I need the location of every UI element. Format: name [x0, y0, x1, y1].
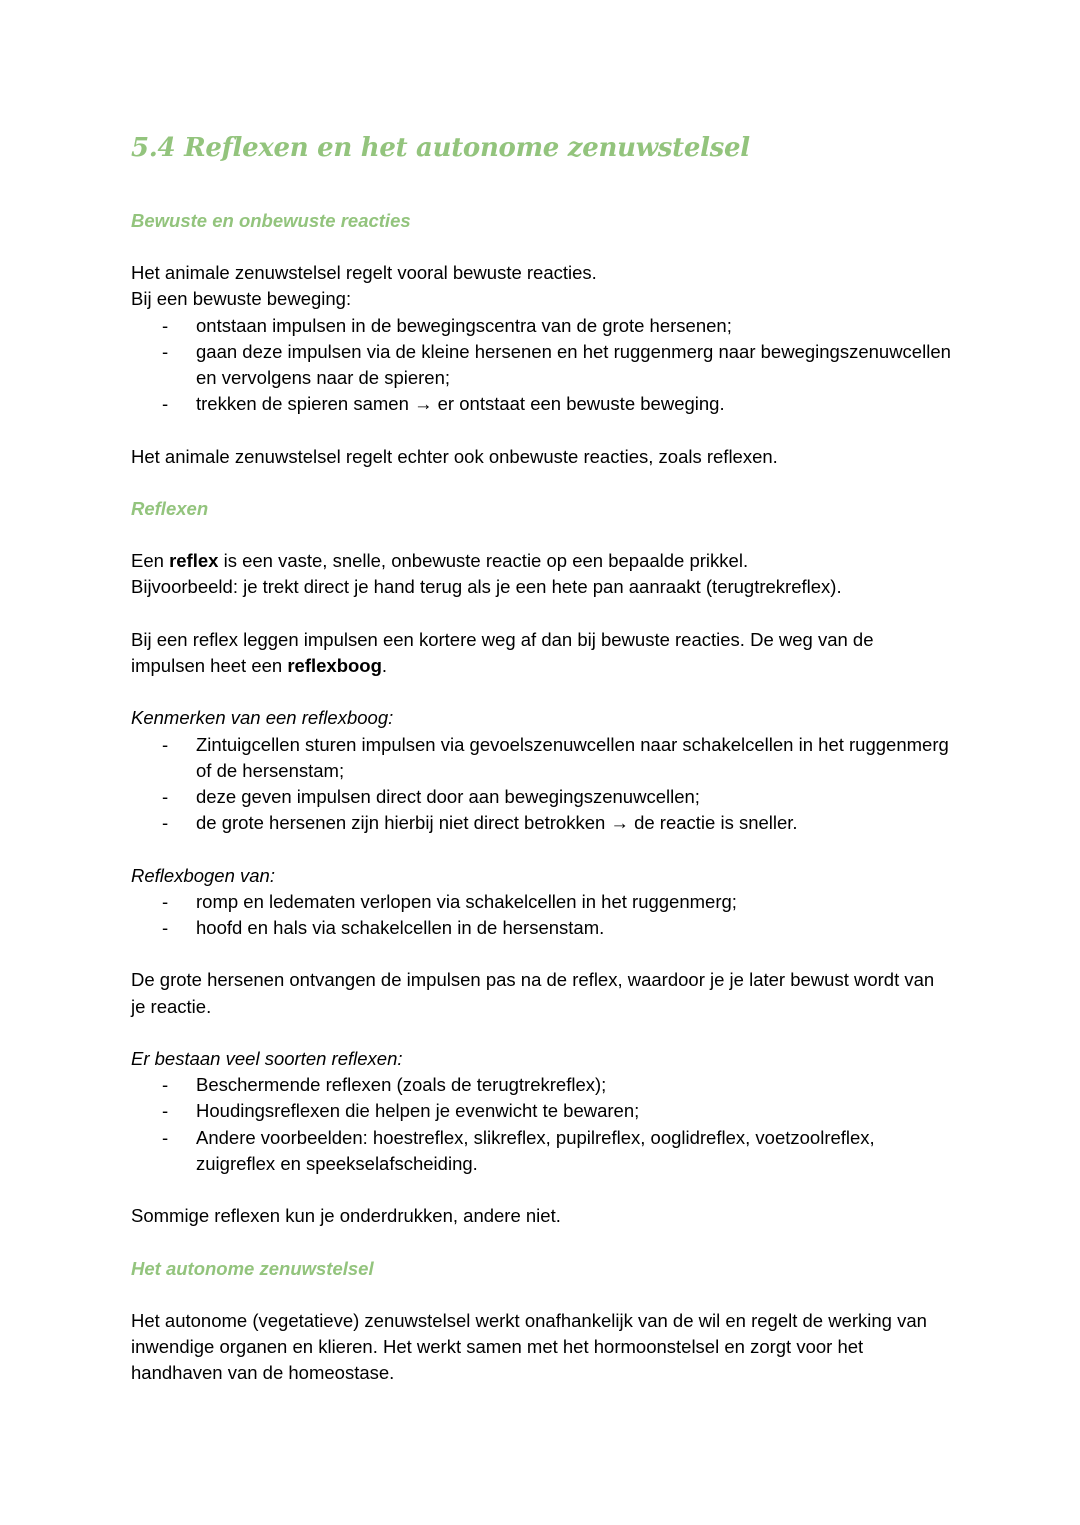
list-item: - hoofd en hals via schakelcellen in de hersenstam. [131, 915, 951, 941]
list-bewuste-beweging [131, 313, 951, 418]
section-heading-autonome: Het autonome zenuwstelsel [131, 1257, 374, 1279]
paragraph-reflex-definition: Een reflex is een vaste, snelle, onbewuste reactie op een bepaalde prikkel. [131, 550, 749, 572]
list-item: - Zintuigcellen sturen impulsen via gevoelszenuwcellen naar schakelcellen in het ruggenmerg of de hersenstam; [131, 732, 951, 784]
list-item: - ontstaan impulsen in de bewegingscentra van de grote hersenen; [131, 313, 951, 339]
paragraph-animale-bewust: Het animale zenuwstelsel regelt vooral bewuste reacties. [131, 262, 597, 284]
list-item: - romp en ledematen verlopen via schakelcellen in het ruggenmerg; [131, 889, 951, 915]
paragraph-onderdrukken: Sommige reflexen kun je onderdrukken, andere niet. [131, 1205, 561, 1227]
paragraph-grote-hersenen: De grote hersenen ontvangen de impulsen pas na de reflex, waardoor je je later bewust wordt van je reactie. [131, 969, 935, 1017]
paragraph-bewuste-beweging: Bij een bewuste beweging: [131, 288, 352, 310]
list-item: - deze geven impulsen direct door aan bewegingszenuwcellen; [131, 784, 951, 810]
paragraph-reflexboog: Bij een reflex leggen impulsen een kortere weg af dan bij bewuste reacties. De weg van de impulsen heet een reflexboog. [131, 628, 874, 676]
page-title: 5.4 Reflexen en het autonome zenuwstelsel [131, 133, 750, 163]
list-item: - trekken de spieren samen → er ontstaat een bewuste beweging. [131, 391, 951, 417]
list-reflexbogen [131, 889, 951, 941]
term-reflexboog: reflexboog [287, 654, 382, 676]
list-soorten [131, 1072, 951, 1177]
paragraph-autonome: Het autonome (vegetatieve) zenuwstelsel werkt onafhankelijk van de wil en regelt de werking van inwendige organen en klieren. Het werkt samen met het hormoonstelsel en zorgt voor het handhaven van de homeostase. [131, 1309, 927, 1384]
list-item: - gaan deze impulsen via de kleine hersenen en het ruggenmerg naar bewegingszenuwcellen en vervolgens naar de spieren; [131, 339, 951, 391]
list-kenmerken [131, 732, 951, 837]
paragraph-reflex-example: Bijvoorbeeld: je trekt direct je hand terug als je een hete pan aanraakt (terugtrekreflex). [131, 576, 842, 598]
term-reflex: reflex [169, 550, 219, 572]
section-heading-reflexen: Reflexen [131, 497, 209, 519]
label-kenmerken: Kenmerken van een reflexboog: [131, 707, 394, 729]
list-item: - Houdingsreflexen die helpen je evenwicht te bewaren; [131, 1098, 951, 1124]
list-item: - de grote hersenen zijn hierbij niet direct betrokken → de reactie is sneller. [131, 810, 951, 836]
document-page [131, 128, 951, 1386]
list-item: - Andere voorbeelden: hoestreflex, slikreflex, pupilreflex, ooglidreflex, voetzoolreflex, zuigreflex en speekselafscheiding. [131, 1125, 951, 1177]
paragraph-onbewust: Het animale zenuwstelsel regelt echter ook onbewuste reacties, zoals reflexen. [131, 445, 778, 467]
list-item: - Beschermende reflexen (zoals de terugtrekreflex); [131, 1072, 951, 1098]
label-soorten: Er bestaan veel soorten reflexen: [131, 1047, 403, 1069]
section-heading-bewuste: Bewuste en onbewuste reacties [131, 210, 411, 231]
label-reflexbogen: Reflexbogen van: [131, 864, 275, 886]
